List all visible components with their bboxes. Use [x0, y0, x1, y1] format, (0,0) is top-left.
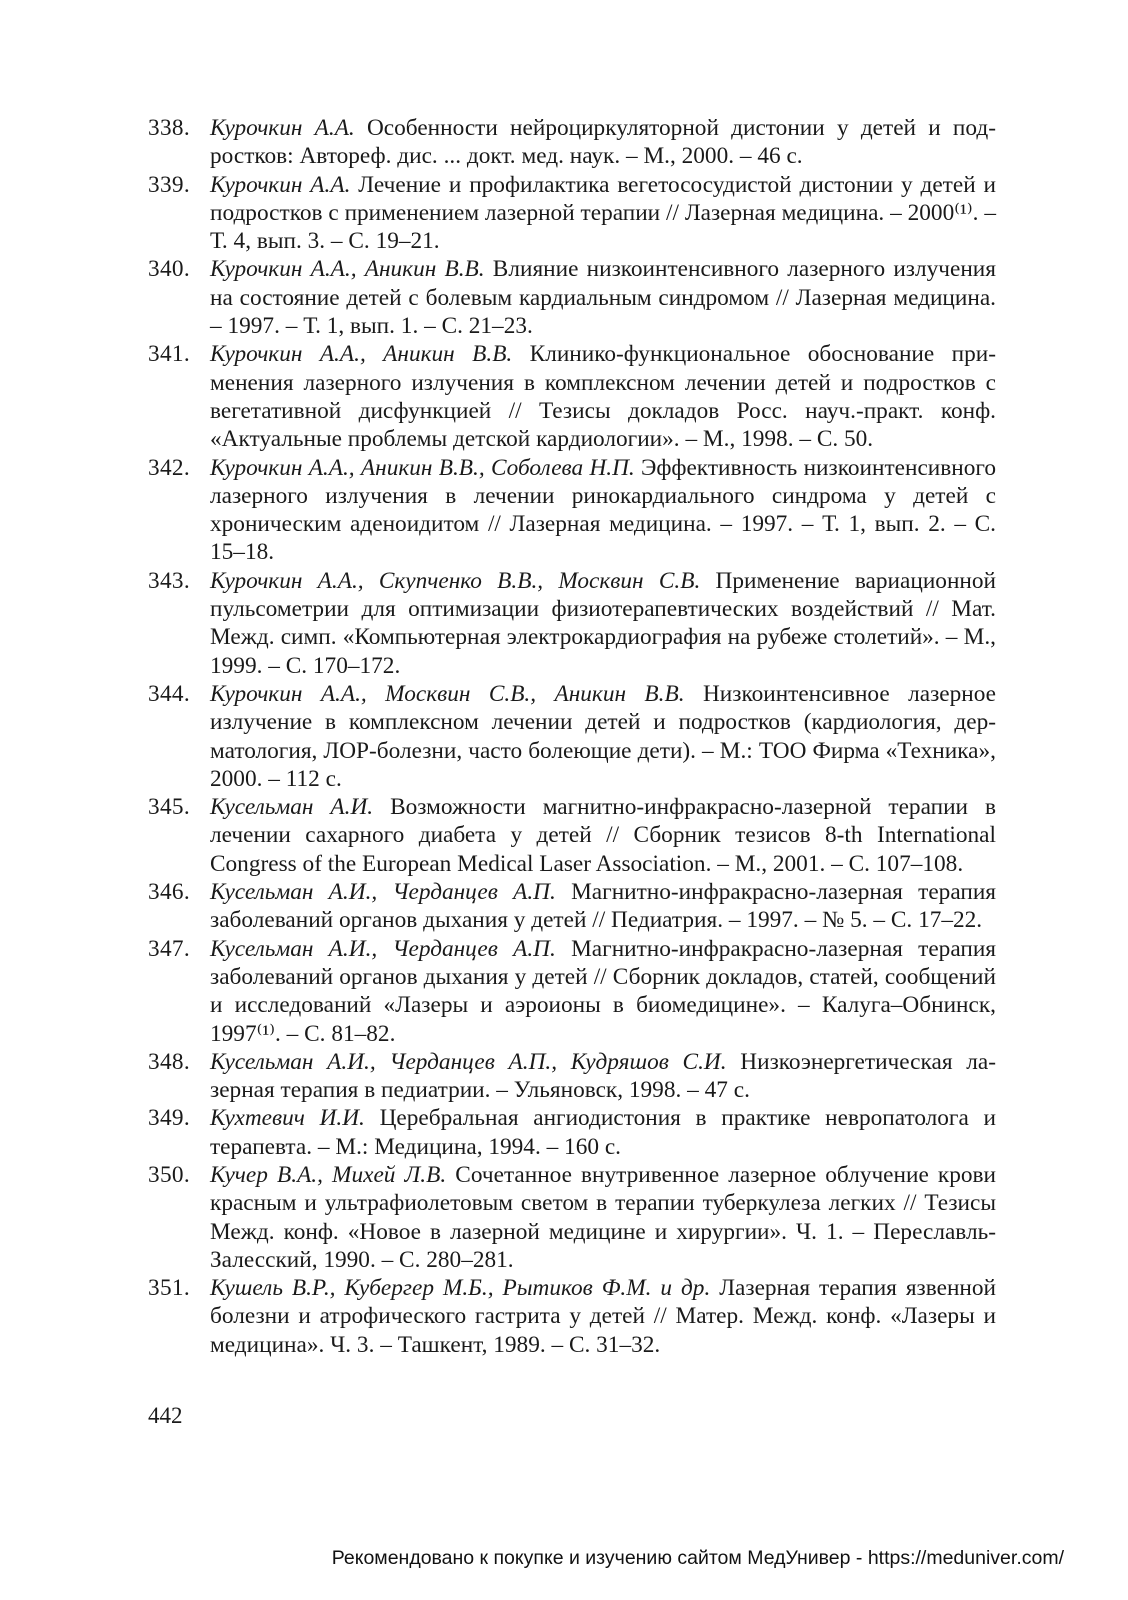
reference-text: Церебральная ангиодистония в практике невропатолога и терапевта. – М.: Медицина, 1994. – 160 с.	[210, 1105, 996, 1160]
reference-text: Лазерная терапия язвенной болезни и атрофического гастрита у детей // Матер. Межд. конф. «Лазеры и медицина». Ч. 3. – Ташкент, 1989. – С. 31–32.	[210, 1275, 996, 1358]
reference-body	[210, 567, 996, 680]
reference-authors: Кусельман А.И.	[210, 794, 374, 821]
reference-authors: Кушель В.Р., Кубергер М.Б., Рытиков Ф.М. и др.	[210, 1275, 711, 1302]
reference-authors: Курочкин А.А., Москвин С.В., Аникин В.В.	[210, 680, 685, 707]
reference-authors: Курочкин А.А., Скупченко В.В., Москвин С.В.	[210, 567, 701, 594]
reference-body	[210, 1048, 996, 1105]
reference-authors: Кусельман А.И., Черданцев А.П.	[210, 935, 556, 962]
reference-item	[148, 793, 996, 878]
reference-item	[148, 1104, 996, 1161]
reference-authors: Курочкин А.А., Аникин В.В.	[210, 256, 485, 283]
reference-text: Применение вариационной пульсометрии для оптимизации физиотерапевтических воздействий // Мат. Межд. симп. «Компьютерная электрокардиография на рубеже столетий». – М., 1999. – С. 170–172.	[210, 567, 996, 679]
page-number: 442	[148, 1403, 183, 1428]
reference-body	[210, 680, 996, 793]
reference-item	[148, 1274, 996, 1359]
reference-body	[210, 340, 996, 453]
reference-body	[210, 1274, 996, 1359]
reference-number: 344.	[148, 680, 190, 707]
reference-body	[210, 935, 996, 1048]
reference-text: Лечение и профилактика вегетососудистой дистонии у детей и подростков с применением лазерной терапии // Лазерная медицина. – 2000⁽¹⁾. – Т. 4, вып. 3. – С. 19–21.	[210, 171, 996, 255]
reference-authors: Кухтевич И.И.	[210, 1105, 365, 1132]
reference-number: 350.	[148, 1161, 190, 1188]
reference-number: 343.	[148, 567, 190, 594]
reference-body	[210, 454, 996, 567]
reference-item	[148, 1161, 996, 1274]
reference-item	[148, 171, 996, 256]
reference-item	[148, 935, 996, 1048]
reference-text: Особенности нейроциркуляторной дистонии у детей и подростков: Автореф. дис. ... докт. мед. наук. – М., 2000. – 46 с.	[210, 115, 996, 170]
reference-text: Низкоэнергетическая лазерная терапия в педиатрии. – Ульяновск, 1998. – 47 с.	[210, 1048, 996, 1104]
reference-body	[210, 114, 996, 171]
reference-text: Магнитно-инфракрасно-лазерная терапия заболеваний органов дыхания у детей // Педиатрия. – 1997. – № 5. – С. 17–22.	[210, 879, 997, 934]
reference-number: 349.	[148, 1105, 190, 1132]
reference-text: Клинико-функциональное обоснование применения лазерного излучения в комплексном лечении детей и подростков с вегетативной дисфункцией // Тезисы докладов Росс. науч.-практ. конф. «Актуальные проблемы детской кардиологии». – М., 1998. – С. 50.	[210, 341, 996, 453]
reference-list	[148, 114, 996, 1359]
reference-item	[148, 878, 996, 935]
footer-recommendation: Рекомендовано к покупке и изучению сайтом МедУнивер - https://meduniver.com/	[331, 1547, 1064, 1569]
reference-text: Влияние низкоинтенсивного лазерного излучения на состояние детей с болевым кардиальным синдромом // Лазерная медицина. – 1997. – Т. 1, вып. 1. – С. 21–23.	[210, 256, 996, 340]
reference-item	[148, 114, 996, 171]
reference-number: 342.	[148, 454, 190, 481]
reference-text: Низкоинтенсивное лазерное излучение в комплексном лечении детей и подростков (кардиология, дерматология, ЛОР-болезни, часто болеющие дети). – М.: ТОО Фирма «Техника», 2000. – 112 с.	[210, 680, 996, 792]
reference-authors: Кучер В.А., Михей Л.В.	[210, 1161, 447, 1188]
reference-body	[210, 255, 996, 340]
reference-item	[148, 340, 996, 453]
reference-authors: Кусельман А.И., Черданцев А.П.	[210, 879, 556, 906]
reference-body	[210, 171, 996, 256]
reference-authors: Курочкин А.А.	[210, 115, 355, 141]
reference-number: 345.	[148, 794, 190, 821]
reference-text: Сочетанное внутривенное лазерное облучение крови красным и ультрафиолетовым светом в терапии туберкулеза легких // Тезисы Межд. конф. «Новое в лазерной медицине и хирургии». Ч. 1. – Переславль-Залесский, 1990. – С. 280–281.	[210, 1161, 996, 1273]
reference-authors: Кусельман А.И., Черданцев А.П., Кудряшов С.И.	[210, 1048, 727, 1075]
reference-number: 339.	[148, 171, 190, 198]
reference-number: 340.	[148, 256, 190, 283]
reference-item	[148, 680, 996, 793]
reference-body	[210, 793, 996, 878]
reference-text: Возможности магнитно-инфракрасно-лазерной терапии в лечении сахарного диабета у детей // Сборник тезисов 8-th International Congress of the European Medical Laser Association. – M., 2001. – С. 107–108.	[210, 794, 996, 877]
reference-authors: Курочкин А.А., Аникин В.В., Соболева Н.П.	[210, 454, 635, 481]
reference-text: Эффективность низкоинтенсивного лазерного излучения в лечении ринокардиального синдрома у детей с хроническим аденоидитом // Лазерная медицина. – 1997. – Т. 1, вып. 2. – С. 15–18.	[210, 454, 996, 566]
reference-number: 341.	[148, 341, 190, 368]
reference-number: 348.	[148, 1048, 190, 1075]
reference-item	[148, 454, 996, 567]
reference-number: 338.	[148, 115, 190, 141]
reference-number: 351.	[148, 1275, 190, 1302]
reference-item	[148, 1048, 996, 1105]
reference-body	[210, 878, 996, 935]
reference-number: 347.	[148, 935, 190, 962]
reference-number: 346.	[148, 879, 190, 906]
reference-item	[148, 567, 996, 680]
reference-body	[210, 1104, 996, 1161]
reference-authors: Курочкин А.А.	[210, 171, 351, 198]
reference-item	[148, 255, 996, 340]
reference-text: Магнитно-инфракрасно-лазерная терапия заболеваний органов дыхания у детей // Сборник докладов, статей, сообщений и исследований «Лазеры и аэроионы в биомедицине». – Калуга–Обнинск, 1997⁽¹⁾. – С. 81–82.	[210, 935, 997, 1047]
reference-body	[210, 1161, 996, 1274]
reference-authors: Курочкин А.А., Аникин В.В.	[210, 341, 513, 368]
